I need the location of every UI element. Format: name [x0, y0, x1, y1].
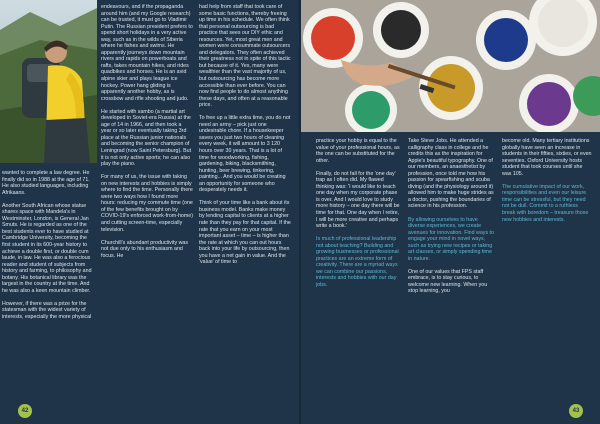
highlighted-paragraph: By allowing ourselves to have diverse experiences, we create avenues for innovation. Find ways to engage your mind in novel ways, such as trying new recipes or taking art classes, or simply spending time in nature.	[408, 216, 494, 262]
right-page-column-1	[316, 138, 401, 288]
page-number-right: 43	[569, 404, 583, 418]
highlighted-paragraph: The cumulative impact of our work, responsibilities and even our leisure time can be stressful, but they need not be dull. Commit to a ruthless break with boredom – treasure those new hobbies and interests.	[502, 183, 589, 223]
paragraph: Another South African whose statue shares space with Mandela's in Westminster, London, is General Jan Smuts. He is regarded as one of the best students ever to have studied at Cambridge University, becoming the first student in its 600-year history to achieve a double first, or double cum laude, in law. He was also a ferocious reader and student of subjects from history and farming, to philosophy and botany. His botanical library was the largest in the country at the time. And he was also a keen mountain climber.	[2, 202, 92, 294]
paragraph: For many of us, the issue with taking on new interests and hobbies is simply where to find the time. Personally there were two ways how I found more hours: reducing my commute time (one of the few benefits brought on by COVID-19's enforced work-from-home) and cutting screen-time, especially television.	[101, 174, 193, 233]
paragraph: Think of your time like a bank about its business model. Banks make money by lending capital to clients at a higher rate than they pay for that capital. If the rate that you earn on your most important asset – time – is higher than the rate at which you can out hours back into your life by outsourcing, then you have a net gain in value. And the 'value' of time to	[199, 200, 291, 266]
paragraph: practice your hobby is equal to the value of your professional hours, as the one can be substituted for the other.	[316, 138, 400, 164]
page-number-left: 42	[18, 404, 32, 418]
paragraph: endeavours, and if the propaganda around him (and my Google research) can be trusted, it must go to Vladimir Putin. The Russian president prefers to spend short holidays in a very active way, such as in the wilds of Siberia where he fishes and swims. He apparently journeys down mountain rivers and rapids on powerboats and rafts, takes mountain hikes, and rides quadbikes and horses. He is an avid alpine skier and plays league ice hockey. Power hang gliding is apparently another hobby, as is crossbow and rifle shooting and judo.	[101, 4, 193, 102]
left-page-column-3	[199, 4, 292, 266]
highlighted-paragraph: Is much of professional leadership not about teaching? Building and growing businesses or professional practices are an extreme form of creativity. There are a myriad ways we can combine our passions, interests and hobbies with our day jobs.	[316, 236, 399, 288]
paragraph: Churchill's abundant productivity was not due only to his enthusiasm and focus. He	[101, 239, 188, 259]
paragraph: had help from staff that took care of some basic functions, thereby freeing up time in his schedule. We often think that personal outsourcing is bad practice that sees our DIY ethic and resources. Yet, most great men and women were consummate outsourcers and delegators. They often achieved their greatness not in spite of this tactic but because of it. Yes, many were wealthier than the vast majority of us, but outsourcing has become more accessible than ever before. You can now find people to do almost anything these days, and often at a reasonable price.	[199, 4, 291, 109]
right-page-column-3	[502, 138, 592, 223]
paragraph: To free up a little extra time, you do not need an army – pick just one undesirable chore. If a housekeeper saves you just two hours of cleaning every week, it will amount to 3 120 hours over 30 years. That is a lot of time for woodworking, fishing, gardening, biking, blacksmithing, hunting, beer brewing, tinkering, painting... And you would be creating an opportunity for someone who desperately needs it.	[199, 115, 291, 194]
paragraph: Take Steve Jobs. He attended a calligraphy class in college and he credits this as the inspiration for Apple's beautiful typography. One of our members, an anaesthetist by profession, once told me how his passion for spearfishing and scuba diving (and the physiology around it) allowed him to make huge strides as a doctor, pushing the boundaries of science in his profession.	[408, 138, 494, 210]
paragraph: He started with sambo (a martial art developed in Soviet-era Russia) at the age of 14 in 1966, and then took a year or so later eventually taking 3rd place at the Russian junior nationals and becoming the senior champion of Leningrad (now Saint Petersburg). But it is not only active sports; he can also play the piano.	[101, 108, 192, 168]
left-page-column-2	[101, 4, 193, 259]
paragraph: One of our values that FPS staff embrace, is to stay curious, to welcome new learning. When you stop learning, you	[408, 268, 488, 295]
paragraph: Finally, do not fall for the 'one day' trap as I often did. My flawed thinking was: 'I would like to teach one day when my corporate phase is over. And I would love to study more history – one day there will be time for that. One day when I retire, I will be more creative and perhaps write a book.'	[316, 170, 400, 230]
paragraph: wanted to complete a law degree. He finally did so in 1988 at the age of 71. He also studied languages, including Afrikaans.	[2, 170, 90, 196]
left-page-column-1	[2, 170, 94, 320]
painting-supplies-photo	[301, 0, 600, 132]
paragraph: become old. Many tertiary institutions globally have seen an increase in students in their fifties, sixties, or even seventies. Oxford University hosts student that took courses until she was 105.	[502, 138, 592, 177]
hiker-photo	[0, 0, 97, 163]
right-page-column-2	[408, 138, 495, 295]
paragraph: However, if there was a prize for the statesman with the widest variety of interests, especially the more physical	[2, 300, 92, 320]
